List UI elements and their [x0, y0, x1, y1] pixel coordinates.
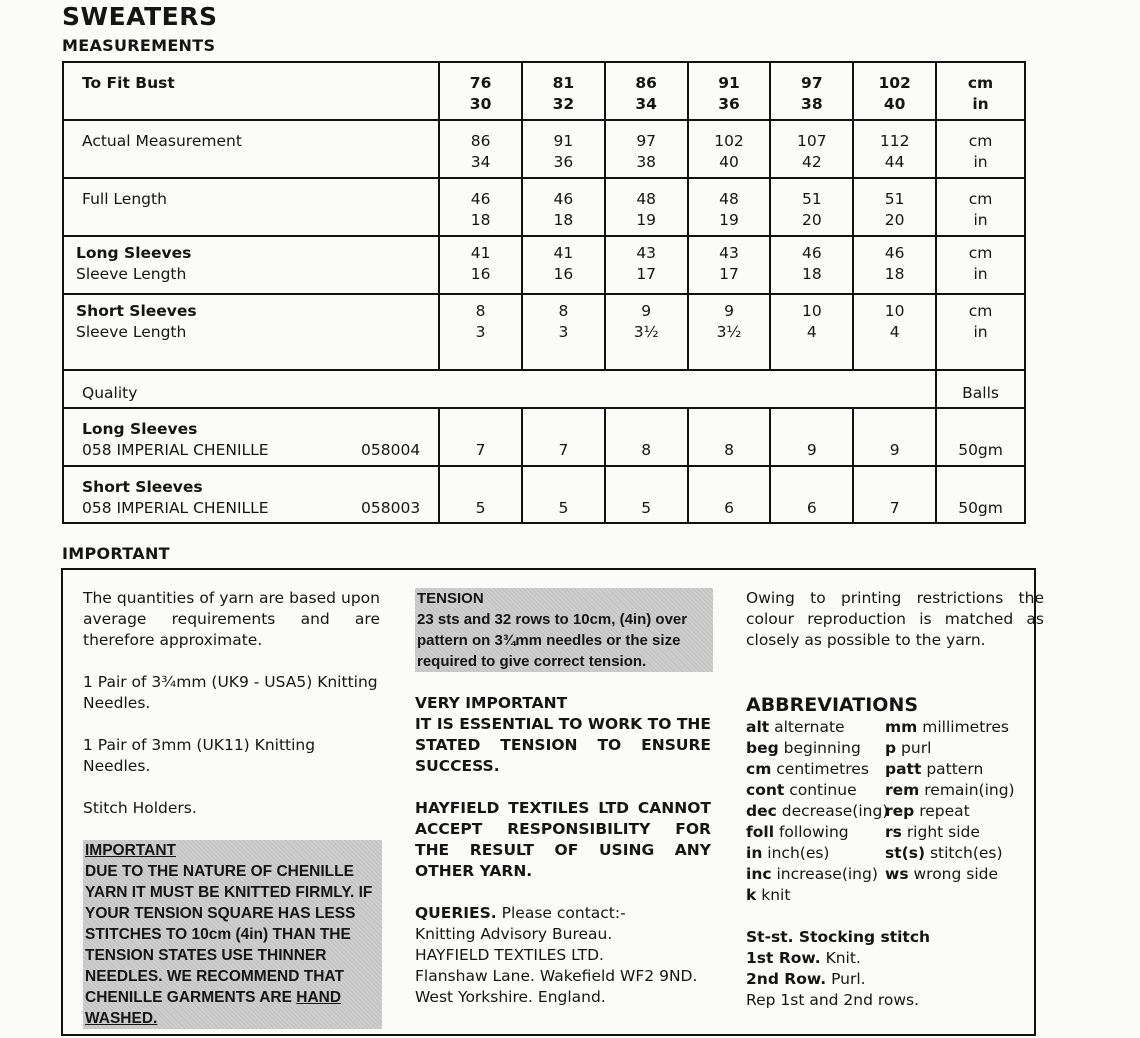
abbreviation-item: in inch(es)	[746, 844, 830, 862]
queries-line: QUERIES. Please contact:-	[415, 904, 626, 922]
unit-cell: cm in	[936, 62, 1025, 120]
table-cell: 9 3½	[605, 294, 688, 370]
needles-note-2: 1 Pair of 3mm (UK11) Knitting Needles.	[83, 736, 316, 775]
stitch-holders-note: Stitch Holders.	[83, 799, 197, 817]
stitch-title: St-st. Stocking stitch	[746, 928, 931, 946]
header-row	[63, 62, 1025, 120]
quality-unit: Balls	[936, 370, 1025, 408]
balls-cell: 9	[770, 408, 853, 466]
balls-cell: 7	[522, 408, 605, 466]
important-heading: IMPORTANT	[62, 544, 170, 563]
abbreviation-item: mm millimetres	[885, 718, 1009, 736]
balls-cell: 8	[688, 408, 771, 466]
address-line: HAYFIELD TEXTILES LTD.	[415, 946, 604, 964]
tension-title: TENSION	[417, 590, 484, 607]
tension-text: 23 sts and 32 rows to 10cm, (4in) over pattern on 3¾mm needles or the size required to give correct tension.	[417, 611, 688, 670]
table-cell: 43 17	[688, 236, 771, 294]
important-column-3	[746, 588, 1046, 1011]
abbreviation-item: foll following	[746, 823, 849, 841]
measurements-heading: MEASUREMENTS	[62, 36, 216, 55]
address-line: West Yorkshire. England.	[415, 988, 606, 1006]
table-cell: 48 19	[688, 178, 771, 236]
table-cell: 51 20	[853, 178, 936, 236]
address-line: Flanshaw Lane. Wakefield WF2 9ND.	[415, 967, 698, 985]
unit-cell: cm in	[936, 120, 1025, 178]
table-cell: 102 40	[688, 120, 771, 178]
table-cell: 43 17	[605, 236, 688, 294]
unit-cell: cm in	[936, 178, 1025, 236]
abbreviation-item: dec decrease(ing)	[746, 802, 889, 820]
unit-cell: cm in	[936, 236, 1025, 294]
stitch-repeat: Rep 1st and 2nd rows.	[746, 991, 920, 1009]
yarn-code: 058003	[361, 499, 421, 517]
table-cell: 91 36	[522, 120, 605, 178]
stitch-row-1: 1st Row. Knit.	[746, 949, 861, 967]
unit-cell: cm in	[936, 294, 1025, 370]
table-cell: 46 18	[522, 178, 605, 236]
table-cell: 8 3	[522, 294, 605, 370]
quality-row	[63, 370, 1025, 408]
table-row	[63, 294, 1025, 370]
important-column-2	[415, 588, 715, 1008]
balls-cell: 6	[770, 466, 853, 523]
abbreviation-item: st(s) stitch(es)	[885, 844, 1003, 862]
balls-cell: 7	[439, 408, 522, 466]
disclaimer-text: HAYFIELD TEXTILES LTD CANNOT ACCEPT RESPONSIBILITY FOR THE RESULT OF USING ANY OTHER YARN.	[415, 799, 711, 880]
address-line: Knitting Advisory Bureau.	[415, 925, 613, 943]
table-row	[63, 120, 1025, 178]
yarn-row	[63, 466, 1025, 523]
size-cell: 76 30	[439, 62, 522, 120]
table-row	[63, 236, 1025, 294]
abbreviation-item: alt alternate	[746, 718, 845, 736]
yarn-quantity-note: The quantities of yarn are based upon average requirements and are therefore approximate.	[83, 589, 380, 649]
balls-cell: 7	[853, 466, 936, 523]
row-label: Actual Measurement	[63, 120, 439, 178]
table-cell: 10 4	[770, 294, 853, 370]
row-label: Long Sleeves Sleeve Length	[63, 236, 439, 294]
table-cell: 46 18	[770, 236, 853, 294]
colour-note: Owing to printing restrictions the colour reproduction is matched as closely as possible to the yarn.	[746, 589, 1044, 649]
row-label: Full Length	[63, 178, 439, 236]
abbreviation-item: rep repeat	[885, 802, 970, 820]
very-important-text: IT IS ESSENTIAL TO WORK TO THE STATED TENSION TO ENSURE SUCCESS.	[415, 715, 711, 775]
abbreviation-item: patt pattern	[885, 760, 984, 778]
chenille-warning-tail: HAND WASHED.	[85, 989, 342, 1027]
abbreviation-item: rs right side	[885, 823, 980, 841]
stitch-row-2: 2nd Row. Purl.	[746, 970, 866, 988]
yarn-label: Short Sleeves 058 IMPERIAL CHENILLE 058003	[63, 466, 439, 523]
abbreviation-item: p purl	[885, 739, 932, 757]
chenille-warning	[83, 840, 382, 1029]
table-cell: 41 16	[439, 236, 522, 294]
to-fit-bust-label: To Fit Bust	[63, 62, 439, 120]
abbreviation-item: k knit	[746, 886, 791, 904]
measurements-table	[62, 61, 1026, 524]
yarn-code: 058004	[361, 441, 421, 459]
quality-label: Quality	[63, 370, 936, 408]
important-column-1	[83, 588, 383, 1029]
abbreviation-item: rem remain(ing)	[885, 781, 1015, 799]
very-important-title: VERY IMPORTANT	[415, 694, 568, 712]
table-cell: 46 18	[439, 178, 522, 236]
page-title: SWEATERS	[62, 2, 218, 31]
size-cell: 97 38	[770, 62, 853, 120]
balls-unit: 50gm	[936, 466, 1025, 523]
chenille-warning-title: IMPORTANT	[85, 842, 176, 859]
table-cell: 51 20	[770, 178, 853, 236]
abbreviation-item: cm centimetres	[746, 760, 869, 778]
balls-cell: 9	[853, 408, 936, 466]
table-row	[63, 178, 1025, 236]
yarn-label: Long Sleeves 058 IMPERIAL CHENILLE 058004	[63, 408, 439, 466]
chenille-warning-text: DUE TO THE NATURE OF CHENILLE YARN IT MUST BE KNITTED FIRMLY. IF YOUR TENSION SQUARE HAS LESS STITCHES TO 10cm (4in) THAN THE TENSION STATES USE THINNER NEEDLES. WE RECOMMEND THAT CHENILLE GARMENTS ARE	[85, 863, 373, 1006]
balls-cell: 5	[439, 466, 522, 523]
needles-note-1: 1 Pair of 3¾mm (UK9 - USA5) Knitting Needles.	[83, 673, 378, 712]
abbreviation-item: ws wrong side	[885, 865, 999, 883]
table-cell: 10 4	[853, 294, 936, 370]
table-cell: 86 34	[439, 120, 522, 178]
table-cell: 112 44	[853, 120, 936, 178]
balls-cell: 5	[605, 466, 688, 523]
abbreviation-item: inc increase(ing)	[746, 865, 878, 883]
size-cell: 91 36	[688, 62, 771, 120]
abbreviation-item: cont continue	[746, 781, 857, 799]
table-cell: 41 16	[522, 236, 605, 294]
balls-cell: 8	[605, 408, 688, 466]
table-cell: 48 19	[605, 178, 688, 236]
abbreviation-item: beg beginning	[746, 739, 861, 757]
tension-box	[415, 588, 713, 672]
size-cell: 81 32	[522, 62, 605, 120]
table-cell: 97 38	[605, 120, 688, 178]
table-cell: 107 42	[770, 120, 853, 178]
balls-cell: 5	[522, 466, 605, 523]
table-cell: 8 3	[439, 294, 522, 370]
table-cell: 46 18	[853, 236, 936, 294]
size-cell: 102 40	[853, 62, 936, 120]
abbreviations-title: ABBREVIATIONS	[746, 694, 919, 716]
row-label: Short Sleeves Sleeve Length	[63, 294, 439, 370]
abbreviations-list	[746, 717, 1046, 906]
balls-cell: 6	[688, 466, 771, 523]
table-cell: 9 3½	[688, 294, 771, 370]
size-cell: 86 34	[605, 62, 688, 120]
yarn-row	[63, 408, 1025, 466]
balls-unit: 50gm	[936, 408, 1025, 466]
